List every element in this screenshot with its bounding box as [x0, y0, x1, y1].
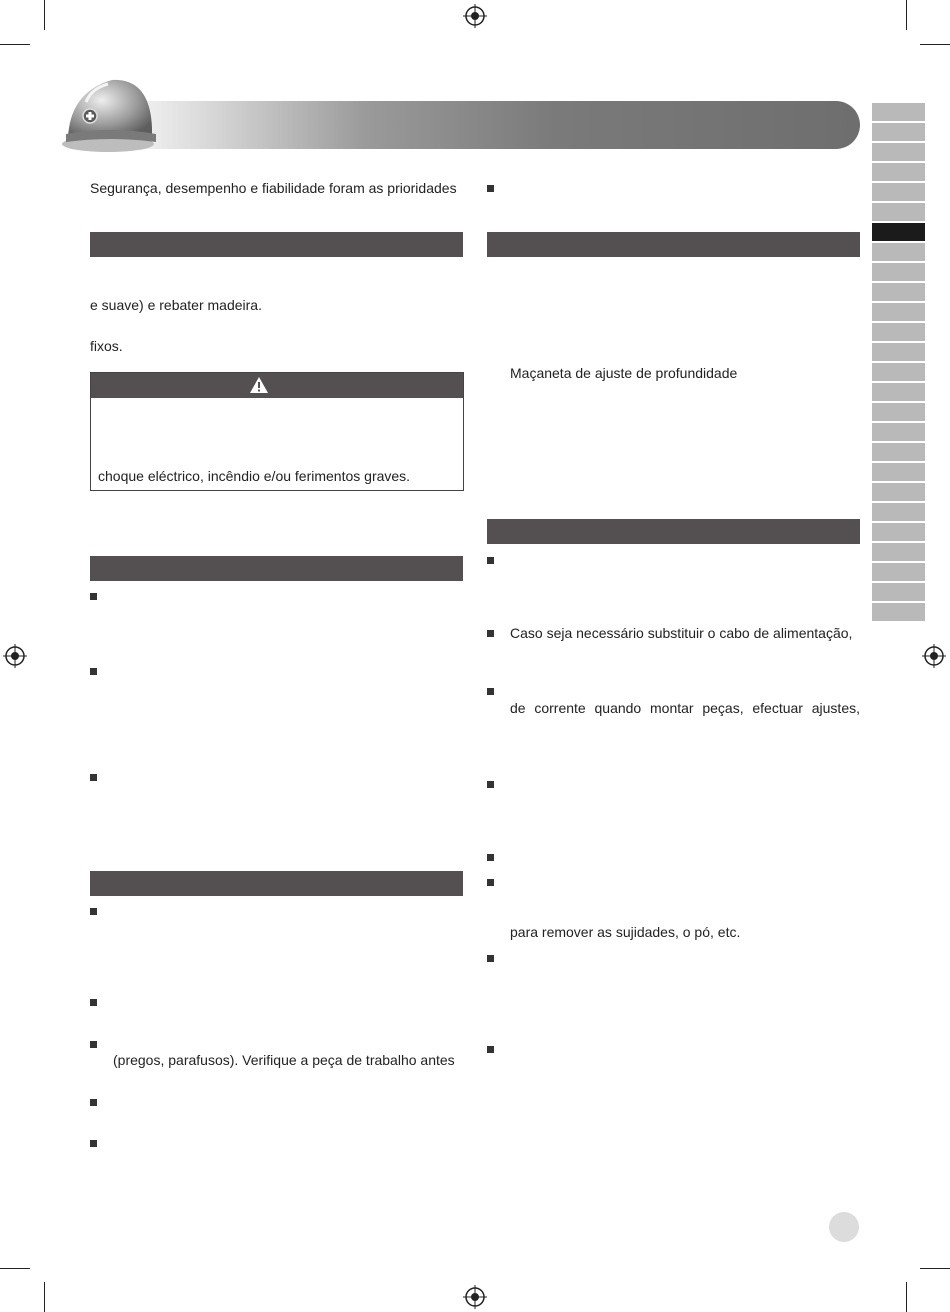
body-text: e suave) e rebater madeira. [90, 297, 262, 313]
section-header-bar [90, 871, 463, 896]
language-tab [872, 143, 925, 161]
language-tab [872, 303, 925, 321]
knob-label: Maçaneta de ajuste de profundidade [510, 365, 738, 381]
language-tab [872, 463, 925, 481]
language-tab [872, 223, 925, 241]
language-tab [872, 163, 925, 181]
section-header-bar [90, 556, 463, 581]
body-text: para remover as sujidades, o pó, etc. [510, 924, 741, 940]
warning-header [91, 373, 463, 398]
bullet [487, 854, 494, 861]
crop-mark [0, 44, 30, 45]
language-tab [872, 123, 925, 141]
crop-mark [920, 1268, 950, 1269]
language-tab [872, 403, 925, 421]
language-tab [872, 243, 925, 261]
bullet [487, 688, 494, 695]
crop-mark [920, 44, 950, 45]
page-number-badge [829, 1212, 859, 1242]
registration-mark-icon [3, 644, 27, 668]
registration-mark-icon [922, 644, 946, 668]
language-tab [872, 203, 925, 221]
body-text: (pregos, parafusos). Verifique a peça de trabalho antes [113, 1052, 455, 1068]
body-text: fixos. [90, 338, 123, 354]
language-tab [872, 323, 925, 341]
language-tab [872, 363, 925, 381]
crop-mark [906, 1282, 907, 1312]
language-tab [872, 483, 925, 501]
language-tab [872, 563, 925, 581]
language-tab [872, 423, 925, 441]
bullet [90, 1140, 97, 1147]
bullet [487, 955, 494, 962]
language-tab [872, 503, 925, 521]
bullet [487, 781, 494, 788]
bullet [90, 774, 97, 781]
language-tab [872, 383, 925, 401]
language-tab [872, 603, 925, 621]
bullet [487, 1046, 494, 1053]
body-text: Caso seja necessário substituir o cabo de alimentação, [510, 625, 853, 641]
crop-mark [906, 0, 907, 30]
warning-box [90, 372, 464, 491]
language-tab [872, 443, 925, 461]
bullet [90, 999, 97, 1006]
language-tab [872, 343, 925, 361]
language-tab [872, 543, 925, 561]
section-header-bar [487, 519, 860, 544]
body-text: de corrente quando montar peças, efectuar ajustes, [510, 700, 860, 716]
bullet [90, 593, 97, 600]
bullet [487, 630, 494, 637]
section-header-bar [487, 232, 860, 257]
language-tab [872, 583, 925, 601]
language-tab [872, 263, 925, 281]
language-tab [872, 183, 925, 201]
bullet [487, 879, 494, 886]
bullet [90, 668, 97, 675]
crop-mark [44, 0, 45, 30]
language-tab [872, 523, 925, 541]
header-banner [100, 101, 860, 149]
warning-text: choque eléctrico, incêndio e/ou ferimentos graves. [98, 468, 411, 484]
registration-mark-icon [463, 4, 487, 28]
registration-mark-icon [463, 1285, 487, 1309]
language-tabs [872, 103, 925, 623]
section-header-bar [90, 232, 463, 257]
bullet [90, 1099, 97, 1106]
bullet [90, 908, 97, 915]
language-tab [872, 103, 925, 121]
bullet [487, 185, 494, 192]
crop-mark [44, 1282, 45, 1312]
intro-text: Segurança, desempenho e fiabilidade foram as prioridades [90, 180, 457, 196]
safety-helmet-icon [60, 72, 160, 156]
language-tab [872, 283, 925, 301]
warning-triangle-icon [249, 376, 269, 394]
bullet [90, 1041, 97, 1048]
bullet [487, 557, 494, 564]
crop-mark [0, 1268, 30, 1269]
